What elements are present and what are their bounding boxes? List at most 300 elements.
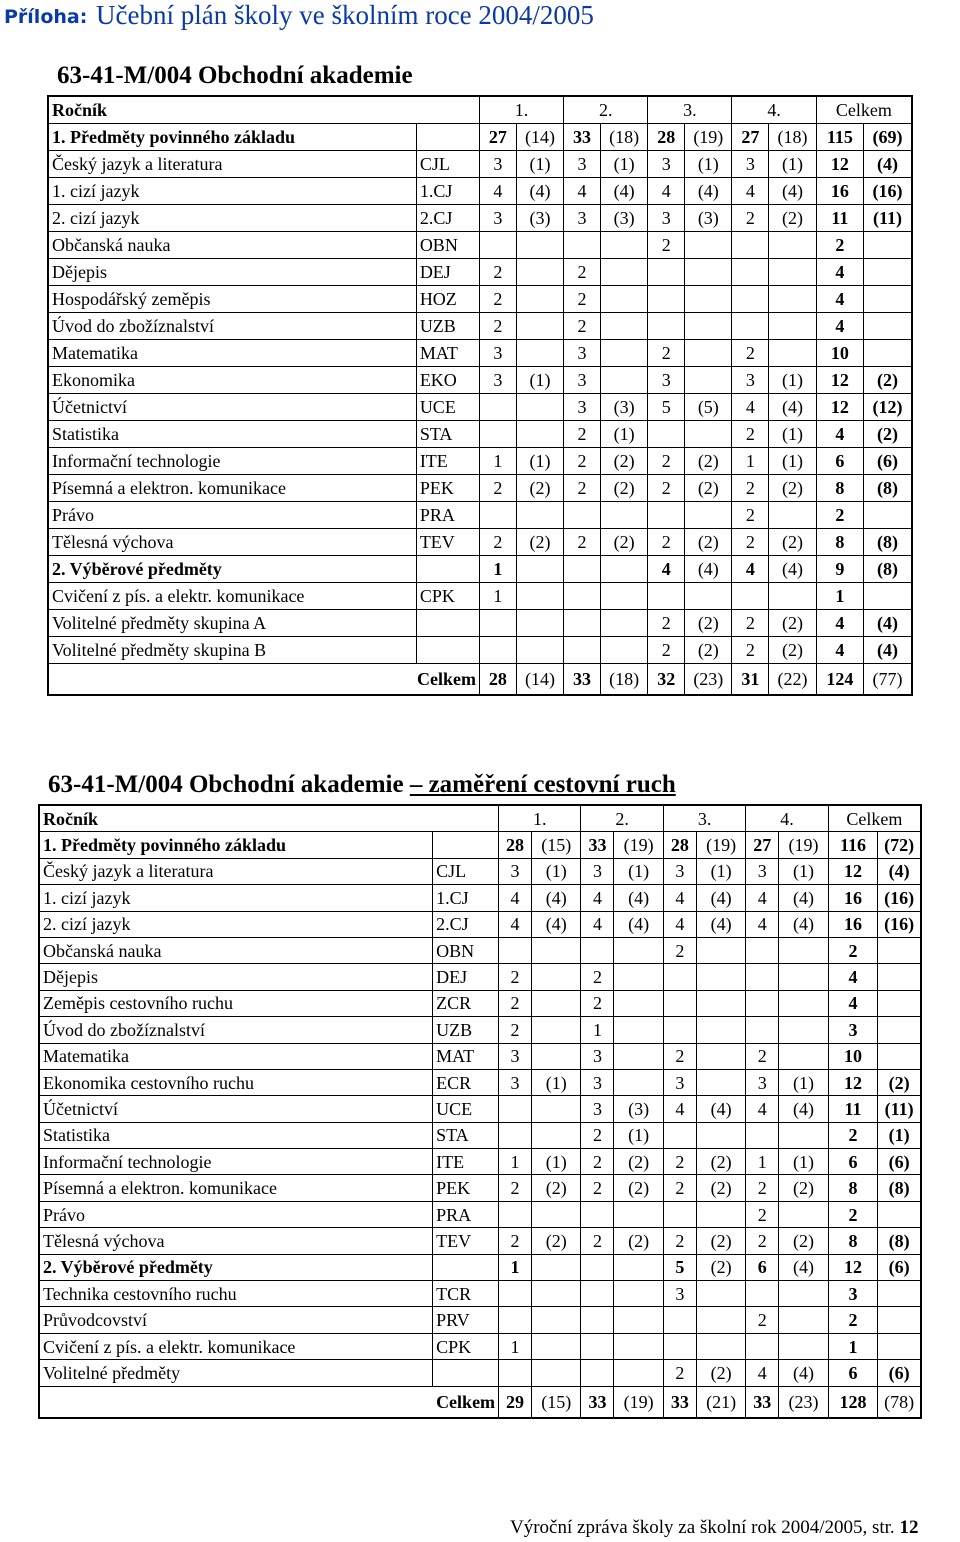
table-row [48, 232, 912, 259]
hours-cell: 3 [564, 340, 601, 367]
hours-cell [732, 583, 769, 610]
hours-cell [685, 367, 732, 394]
hours-cell [648, 313, 685, 340]
hours-cell: (2) [614, 1228, 663, 1254]
hours-cell: (4) [779, 1096, 828, 1122]
total-cell: 6 [816, 448, 863, 475]
hours-cell: 28 [663, 832, 696, 858]
plan2-title [48, 771, 676, 799]
subject-name: Účetnictví [39, 1096, 433, 1122]
hours-cell: (1) [769, 151, 816, 178]
hours-cell: 2 [732, 205, 769, 232]
year-header: 1. [499, 805, 581, 832]
hours-cell: 2 [732, 421, 769, 448]
table-row [48, 394, 912, 421]
hours-cell [564, 232, 601, 259]
total-label: Celkem [39, 1386, 499, 1418]
hours-cell: (2) [769, 637, 816, 664]
hours-cell [532, 990, 581, 1016]
hours-cell [532, 1201, 581, 1227]
table-row [48, 259, 912, 286]
hours-cell [779, 1201, 828, 1227]
hours-cell [479, 232, 516, 259]
hours-cell [600, 502, 647, 529]
hours-cell: (2) [685, 529, 732, 556]
total-cell [878, 1043, 921, 1069]
hours-cell [479, 421, 516, 448]
hours-cell: (2) [600, 475, 647, 502]
hours-cell [499, 1122, 532, 1148]
hours-cell: (2) [614, 1175, 663, 1201]
hours-cell [564, 583, 601, 610]
appendix-label: Příloha: [4, 6, 88, 28]
total-cell: (4) [878, 858, 921, 884]
hours-cell: (1) [769, 367, 816, 394]
hours-cell [499, 1360, 532, 1386]
hours-cell: (18) [769, 124, 816, 151]
hours-cell: 3 [663, 1281, 696, 1307]
subject-name: Občanská nauka [39, 937, 433, 963]
hours-cell: (2) [696, 1149, 745, 1175]
hours-cell [600, 583, 647, 610]
hours-cell: 2 [746, 1228, 779, 1254]
total-row [48, 664, 912, 696]
table-row [39, 1043, 921, 1069]
total-cell: 4 [816, 259, 863, 286]
hours-cell [600, 232, 647, 259]
hours-cell: 2 [581, 1175, 614, 1201]
hours-cell: 2 [564, 259, 601, 286]
hours-cell: (4) [769, 178, 816, 205]
hours-cell: 2 [663, 1043, 696, 1069]
hours-cell: (2) [532, 1175, 581, 1201]
total-cell [878, 937, 921, 963]
subject-name: Cvičení z pís. a elektr. komunikace [39, 1333, 433, 1359]
hours-cell: 3 [479, 367, 516, 394]
hours-cell: 3 [732, 151, 769, 178]
page-header [0, 0, 960, 38]
hours-cell [600, 313, 647, 340]
hours-cell [614, 990, 663, 1016]
subject-code: OBN [416, 232, 479, 259]
hours-cell [614, 1281, 663, 1307]
hours-cell [614, 1360, 663, 1386]
table-row [48, 178, 912, 205]
total-cell: 16 [816, 178, 863, 205]
hours-cell: 1 [746, 1149, 779, 1175]
subject-name: Písemná a elektron. komunikace [39, 1175, 433, 1201]
hours-cell: (4) [614, 911, 663, 937]
subject-name: 1. cizí jazyk [39, 885, 433, 911]
plan1-title: 63-41-M/004 Obchodní akademie [57, 62, 413, 89]
hours-cell [532, 1017, 581, 1043]
page-footer [510, 1517, 918, 1539]
year-header: Celkem [816, 96, 912, 124]
hours-cell: 4 [479, 178, 516, 205]
hours-cell [516, 556, 563, 583]
subject-code: 2.CJ [433, 911, 499, 937]
subject-code: 2.CJ [416, 205, 479, 232]
hours-cell: (2) [600, 448, 647, 475]
total-cell: (12) [864, 394, 913, 421]
subject-code: PRV [433, 1307, 499, 1333]
subject-code: ZCR [433, 990, 499, 1016]
subject-code: UZB [433, 1017, 499, 1043]
hours-cell [663, 964, 696, 990]
hours-cell: 2 [746, 1307, 779, 1333]
hours-cell: 4 [581, 885, 614, 911]
hours-cell [769, 502, 816, 529]
table-row [48, 124, 912, 151]
total-cell: 16 [828, 911, 877, 937]
hours-cell: 2 [663, 1228, 696, 1254]
total-cell [878, 1201, 921, 1227]
subject-name: Ekonomika [48, 367, 416, 394]
subject-code: CJL [416, 151, 479, 178]
hours-cell: 3 [581, 1043, 614, 1069]
subject-code [433, 832, 499, 858]
hours-cell: 6 [746, 1254, 779, 1280]
subject-code: CPK [416, 583, 479, 610]
hours-cell: (1) [600, 151, 647, 178]
table-row [48, 313, 912, 340]
hours-cell: (4) [516, 178, 563, 205]
hours-cell: (4) [600, 178, 647, 205]
hours-cell: 3 [564, 367, 601, 394]
total-cell [878, 964, 921, 990]
subject-name: 2. Výběrové předměty [48, 556, 416, 583]
total-cell [878, 1017, 921, 1043]
hours-cell [614, 1201, 663, 1227]
total-cell: (8) [878, 1228, 921, 1254]
hours-cell: (1) [614, 858, 663, 884]
total-cell: 4 [816, 313, 863, 340]
hours-cell [779, 964, 828, 990]
subject-name: Matematika [48, 340, 416, 367]
hours-cell [499, 1201, 532, 1227]
hours-cell [532, 964, 581, 990]
total-cell: 12 [816, 394, 863, 421]
hours-cell [581, 1360, 614, 1386]
total-cell: 33 [746, 1386, 779, 1418]
hours-cell: 3 [564, 394, 601, 421]
hours-cell: 4 [663, 885, 696, 911]
total-cell: (23) [685, 664, 732, 696]
total-cell [878, 1307, 921, 1333]
hours-cell [516, 583, 563, 610]
hours-cell [614, 937, 663, 963]
hours-cell: (2) [769, 205, 816, 232]
total-cell [864, 340, 913, 367]
year-header: Ročník [39, 805, 499, 832]
total-cell: (78) [878, 1386, 921, 1418]
hours-cell [685, 286, 732, 313]
hours-cell: (14) [516, 124, 563, 151]
page-number: 12 [899, 1517, 919, 1538]
total-cell: 2 [816, 502, 863, 529]
hours-cell: 3 [746, 1069, 779, 1095]
total-cell: (11) [864, 205, 913, 232]
hours-cell [516, 637, 563, 664]
hours-cell [532, 1096, 581, 1122]
total-cell: (8) [864, 475, 913, 502]
hours-cell: 5 [663, 1254, 696, 1280]
total-cell: 4 [828, 990, 877, 1016]
hours-cell [532, 1360, 581, 1386]
total-cell: (6) [864, 448, 913, 475]
hours-cell [779, 937, 828, 963]
subject-name: Hospodářský zeměpis [48, 286, 416, 313]
hours-cell: 33 [581, 832, 614, 858]
hours-cell [696, 1281, 745, 1307]
hours-cell: 3 [564, 151, 601, 178]
table-row [48, 151, 912, 178]
hours-cell: 2 [746, 1043, 779, 1069]
subject-name: Úvod do zbožíznalství [39, 1017, 433, 1043]
subject-name: 1. Předměty povinného základu [39, 832, 433, 858]
total-row [39, 1386, 921, 1418]
hours-cell: 27 [732, 124, 769, 151]
subject-name: Ekonomika cestovního ruchu [39, 1069, 433, 1095]
subject-code: TEV [433, 1228, 499, 1254]
table-row [39, 1096, 921, 1122]
hours-cell [581, 1201, 614, 1227]
hours-cell: (2) [769, 529, 816, 556]
total-cell: (2) [878, 1069, 921, 1095]
hours-cell [614, 1043, 663, 1069]
hours-cell: (4) [685, 178, 732, 205]
total-cell: 3 [828, 1281, 877, 1307]
total-cell: 8 [828, 1175, 877, 1201]
hours-cell [732, 232, 769, 259]
table-row [39, 1069, 921, 1095]
column-header-row [48, 96, 912, 124]
hours-cell [732, 286, 769, 313]
hours-cell [516, 502, 563, 529]
hours-cell: 3 [499, 1069, 532, 1095]
total-cell: 3 [828, 1017, 877, 1043]
hours-cell [732, 259, 769, 286]
plan2-title-focus: – zaměření cestovní ruch [409, 771, 676, 798]
hours-cell: 2 [564, 475, 601, 502]
subject-code: MAT [416, 340, 479, 367]
hours-cell [685, 259, 732, 286]
hours-cell: 1 [499, 1149, 532, 1175]
total-cell: 10 [816, 340, 863, 367]
hours-cell: 1 [499, 1333, 532, 1359]
total-cell: 12 [828, 858, 877, 884]
year-header: 2. [581, 805, 663, 832]
subject-name: Informační technologie [48, 448, 416, 475]
total-cell [864, 583, 913, 610]
subject-code [416, 637, 479, 664]
hours-cell: 3 [648, 367, 685, 394]
subject-name: Statistika [48, 421, 416, 448]
hours-cell [663, 1307, 696, 1333]
subject-name: 1. cizí jazyk [48, 178, 416, 205]
hours-cell [516, 340, 563, 367]
total-cell: 32 [648, 664, 685, 696]
hours-cell: 2 [732, 502, 769, 529]
total-cell: (22) [769, 664, 816, 696]
hours-cell: 2 [499, 1175, 532, 1201]
footer-text: Výroční zpráva školy za školní rok 2004/2005, str. [510, 1517, 895, 1538]
total-cell: 28 [479, 664, 516, 696]
subject-name: Písemná a elektron. komunikace [48, 475, 416, 502]
hours-cell [564, 556, 601, 583]
table-row [39, 911, 921, 937]
hours-cell: (2) [516, 529, 563, 556]
hours-cell [746, 1333, 779, 1359]
hours-cell: 2 [581, 1122, 614, 1148]
hours-cell: (3) [600, 394, 647, 421]
hours-cell [779, 1017, 828, 1043]
hours-cell [499, 1096, 532, 1122]
hours-cell: (2) [779, 1175, 828, 1201]
column-header-row [39, 805, 921, 832]
hours-cell [581, 1281, 614, 1307]
year-header: 3. [663, 805, 745, 832]
hours-cell: (2) [685, 448, 732, 475]
subject-name: Matematika [39, 1043, 433, 1069]
subject-name: 2. Výběrové předměty [39, 1254, 433, 1280]
table-row [48, 502, 912, 529]
hours-cell: 2 [648, 448, 685, 475]
hours-cell [516, 610, 563, 637]
subject-code: MAT [433, 1043, 499, 1069]
subject-code: CPK [433, 1333, 499, 1359]
hours-cell: 3 [581, 858, 614, 884]
total-cell: 9 [816, 556, 863, 583]
hours-cell: (2) [685, 475, 732, 502]
subject-name: Český jazyk a literatura [39, 858, 433, 884]
total-cell: 11 [828, 1096, 877, 1122]
hours-cell [600, 340, 647, 367]
table-row [48, 556, 912, 583]
subject-name: Technika cestovního ruchu [39, 1281, 433, 1307]
hours-cell: 2 [732, 529, 769, 556]
hours-cell: 2 [581, 1228, 614, 1254]
hours-cell [648, 583, 685, 610]
hours-cell [769, 232, 816, 259]
total-cell: 8 [816, 529, 863, 556]
total-cell: (4) [864, 151, 913, 178]
hours-cell [532, 1333, 581, 1359]
total-cell: (16) [878, 911, 921, 937]
hours-cell: 1 [479, 583, 516, 610]
table-row [48, 340, 912, 367]
hours-cell [685, 583, 732, 610]
hours-cell: 3 [479, 151, 516, 178]
total-cell [864, 259, 913, 286]
total-cell: (8) [864, 529, 913, 556]
hours-cell: (4) [779, 885, 828, 911]
hours-cell [696, 990, 745, 1016]
table-row [48, 475, 912, 502]
hours-cell [479, 394, 516, 421]
hours-cell [516, 421, 563, 448]
hours-cell: (19) [696, 832, 745, 858]
total-cell: 4 [816, 286, 863, 313]
subject-name: Volitelné předměty [39, 1360, 433, 1386]
hours-cell: 2 [732, 340, 769, 367]
total-cell [878, 1333, 921, 1359]
total-cell: (77) [864, 664, 913, 696]
total-cell: (11) [878, 1096, 921, 1122]
table-row [39, 990, 921, 1016]
hours-cell: 2 [648, 637, 685, 664]
table-row [39, 1149, 921, 1175]
hours-cell: (1) [779, 1069, 828, 1095]
hours-cell: (2) [769, 610, 816, 637]
total-cell: 12 [816, 367, 863, 394]
subject-name: Úvod do zbožíznalství [48, 313, 416, 340]
hours-cell [769, 259, 816, 286]
hours-cell: 4 [746, 1360, 779, 1386]
table-row [39, 1254, 921, 1280]
hours-cell: (1) [769, 448, 816, 475]
hours-cell: 2 [581, 964, 614, 990]
hours-cell: (1) [614, 1122, 663, 1148]
hours-cell: 4 [732, 394, 769, 421]
subject-code: STA [416, 421, 479, 448]
hours-cell [746, 1122, 779, 1148]
total-cell: 12 [828, 1069, 877, 1095]
subject-code: 1.CJ [416, 178, 479, 205]
hours-cell: 1 [479, 556, 516, 583]
hours-cell [696, 1122, 745, 1148]
table-row [39, 964, 921, 990]
hours-cell: 4 [648, 556, 685, 583]
table-row [48, 367, 912, 394]
hours-cell: (4) [614, 885, 663, 911]
total-cell: (69) [864, 124, 913, 151]
hours-cell: 2 [663, 937, 696, 963]
hours-cell: (2) [696, 1175, 745, 1201]
hours-cell [499, 1307, 532, 1333]
subject-code: OBN [433, 937, 499, 963]
subject-name: 1. Předměty povinného základu [48, 124, 416, 151]
hours-cell [696, 964, 745, 990]
total-cell: 2 [828, 937, 877, 963]
hours-cell: (1) [516, 448, 563, 475]
total-cell: 4 [816, 610, 863, 637]
year-header: Celkem [828, 805, 921, 832]
total-cell [878, 1281, 921, 1307]
hours-cell [564, 502, 601, 529]
subject-name: Cvičení z pís. a elektr. komunikace [48, 583, 416, 610]
hours-cell: 2 [663, 1149, 696, 1175]
hours-cell [663, 1201, 696, 1227]
hours-cell: 2 [564, 421, 601, 448]
hours-cell [614, 964, 663, 990]
hours-cell: (4) [769, 556, 816, 583]
hours-cell: 5 [648, 394, 685, 421]
hours-cell: 33 [564, 124, 601, 151]
total-cell: 8 [816, 475, 863, 502]
subject-code: PEK [433, 1175, 499, 1201]
hours-cell [685, 421, 732, 448]
hours-cell: 4 [499, 911, 532, 937]
hours-cell [746, 964, 779, 990]
table-row [39, 937, 921, 963]
total-cell: (6) [878, 1149, 921, 1175]
hours-cell [685, 502, 732, 529]
hours-cell: (3) [685, 205, 732, 232]
hours-cell: 2 [479, 313, 516, 340]
hours-cell: (18) [600, 124, 647, 151]
subject-name: Informační technologie [39, 1149, 433, 1175]
